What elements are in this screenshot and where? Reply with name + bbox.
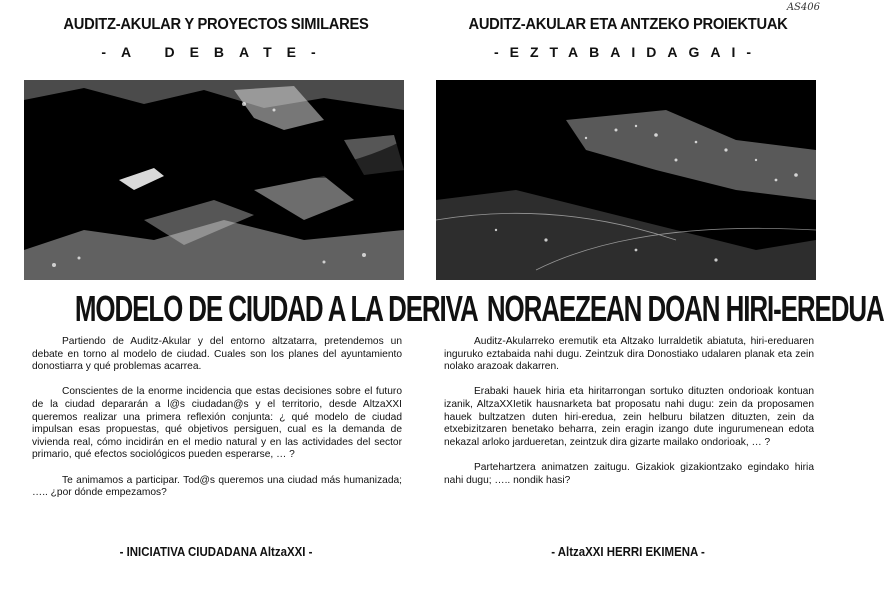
- right-paragraph-1: Auditz-Akularreko eremutik eta Altzako lurraldetik abiatuta, hiri-ereduaren inguruko eztabaida nahi dugu. Zeintzuk dira Donostiako udalaren planak eta zein nolako arazoak dakarren.: [444, 336, 814, 373]
- right-column-basque: [432, 14, 884, 559]
- left-paragraph-3: Te animamos a participar. Tod@s queremos una ciudad más humanizada; ….. ¿por dónde empezamos?: [32, 474, 402, 499]
- right-paragraph-3: Partehartzera animatzen zaitugu. Gizakiok gizakiontzako egindako hiria nahi dugu; ….. nondik hasi?: [444, 461, 814, 486]
- left-footer-signature: - INICIATIVA CIUDADANA AltzaXXI -: [119, 544, 313, 559]
- handwritten-archive-number: AS406: [786, 2, 820, 13]
- left-paragraph-1: Partiendo de Auditz-Akular y del entorno altzatarra, pretendemos un debate en torno al modelo de ciudad. Cuales son los planes del ayuntamiento donostiarra y qué problemas acarrea.: [32, 336, 402, 373]
- left-aerial-photo: [24, 80, 404, 280]
- left-title: AUDITZ-AKULAR Y PROYECTOS SIMILARES: [63, 16, 369, 33]
- left-subtitle: -A DEBATE-: [101, 44, 331, 60]
- right-subtitle: -EZTABAIDAGAI-: [493, 44, 763, 60]
- left-column-spanish: [20, 14, 478, 559]
- left-body: [20, 336, 412, 500]
- right-title: AUDITZ-AKULAR ETA ANTZEKO PROIEKTUAK: [468, 16, 788, 33]
- right-footer-signature: - AltzaXXI HERRI EKIMENA -: [551, 544, 705, 559]
- right-body: [432, 336, 824, 487]
- left-headline: MODELO DE CIUDAD A LA DERIVA: [74, 288, 478, 329]
- right-headline: NORAEZEAN DOAN HIRI-EREDUA: [486, 288, 884, 329]
- right-aerial-photo: [436, 80, 816, 280]
- left-paragraph-2: Conscientes de la enorme incidencia que estas decisiones sobre el futuro de la ciudad depararán a l@s ciudadan@s y el territorio, desde AltzaXXI queremos realizar una primera reflexión conjunta: ¿ qué modelo de ciudad impulsan esas propuestas, qué objetivos persiguen, cual es la demanda de vivienda real, cómo incidirán en el medio natural y en las actividades del sector primario, qué efectos sociológicos pueden esperarse, … ?: [32, 386, 402, 461]
- right-paragraph-2: Erabaki hauek hiria eta hiritarrongan sortuko dituzten ondorioak kontuan izanik, AltzaXXIetik hausnarketa bat proposatu nahi dugu: zein da proposamen hauek bultzatzen duten hiri-eredua, zein helburu bilatzen dituzten, zein da etxebizitzaren benetako beharra, zein eragin izango dute ingurumenean edota nekazal arloko jardueretan, zeintzuk dira gizarte mailako ondorioak, … ?: [444, 386, 814, 448]
